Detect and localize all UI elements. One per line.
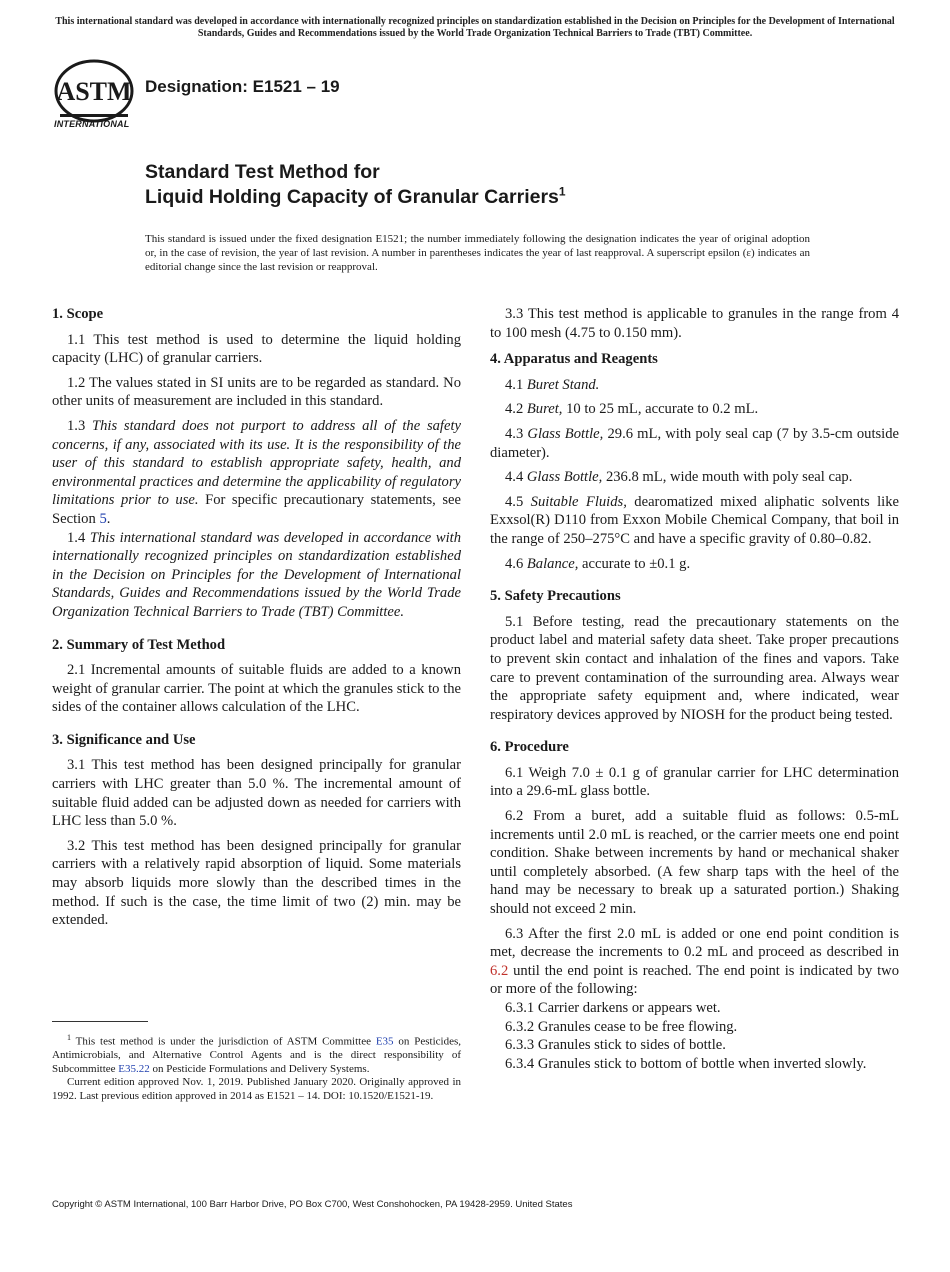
- designation: Designation: E1521 – 19: [145, 77, 340, 96]
- apparatus-item-term: Glass Bottle,: [526, 469, 603, 486]
- title-footnote-marker[interactable]: 1: [558, 184, 566, 199]
- paragraph-1-3-end: .: [106, 510, 111, 527]
- paragraph-1-4-italic: This international standard was developed in accordance with internationally recognized principles on standardization established in the Decision on Principles for the Development of International Standards, Guides and Recommendations issued by the World Trade Organization Technical Barriers to Trade (TBT) Committee.: [52, 529, 462, 620]
- footnote-1-start: This test method is under the jurisdiction of ASTM Committee: [71, 1035, 376, 1048]
- paragraph-1-2: 1.2 The values stated in SI units are to be regarded as standard. No other units of measurement are included in this standard.: [52, 374, 461, 410]
- wto-notice: This international standard was developed in accordance with internationally recognized principles on standardization established in the Decision on Principles for the Development of International Standards, Guides and Recommendations issued by the World Trade Organization Technical Barriers to Trade (TBT) Committee.: [55, 16, 895, 39]
- footnote-2: Current edition approved Nov. 1, 2019. Published January 2020. Originally approved in 1992. Last previous edition approved in 2014 as E1521 – 14. DOI: 10.1520/E1521-19.: [52, 1076, 461, 1103]
- section-heading-significance: 3. Significance and Use: [52, 731, 196, 748]
- title-line-2: [145, 185, 566, 210]
- section-5-link[interactable]: 5: [99, 510, 107, 527]
- apparatus-item-term: Balance,: [526, 555, 579, 572]
- apparatus-item: [490, 400, 899, 419]
- apparatus-item-text: 29.6 mL, with poly seal cap (7 by 3.5-cm outside diameter).: [490, 425, 900, 461]
- apparatus-item-number: 4.5: [505, 493, 531, 510]
- subcommittee-e35-22-link[interactable]: E35.22: [118, 1062, 150, 1075]
- paragraph-1-3-italic: This standard does not purport to address all of the safety concerns, if any, associated with its use. It is the responsibility of the user of this standard to establish appropriate safety, health, and environmental practices and determine the applicability of regulatory limitations prior to use.: [52, 417, 461, 509]
- footnote-1: [52, 1031, 461, 1076]
- apparatus-item-text: dearomatized mixed aliphatic solvents like Exxsol(R) D110 from Exxon Mobile Chemical Company, that boil in the range of 250–275°C and have a specific gravity of 0.80–0.82.: [490, 493, 899, 547]
- apparatus-item: [490, 468, 899, 487]
- apparatus-item-term: Buret,: [526, 401, 563, 418]
- section-heading-apparatus: 4. Apparatus and Reagents: [490, 351, 658, 368]
- section-heading-procedure: 6. Procedure: [490, 739, 569, 756]
- paragraph-6-3: [490, 925, 899, 999]
- section-heading-scope: 1. Scope: [52, 306, 104, 322]
- paragraph-5-1: 5.1 Before testing, read the precautionary statements on the product label and material safety data sheet. Take proper precautions to prevent skin contact and inhalation of the fines and vapors. Take care to prevent contamination of the surrounding area. Always wear the appropriate safety equipment and, where indicated, wear respiratory devices approved by NIOSH for the product being tested.: [490, 613, 899, 723]
- apparatus-item-number: 4.1: [505, 376, 527, 393]
- list-item: 6.3.4 Granules stick to bottom of bottle when inverted slowly.: [505, 1055, 867, 1072]
- paragraph-1-3: [52, 417, 461, 529]
- paragraph-3-1: 3.1 This test method has been designed principally for granular carriers with LHC greater than 5.0 %. The incremental amount of suitable fluid added can be adjusted down as needed for carriers with LHC less than 5.0 %.: [52, 757, 461, 830]
- apparatus-item: [490, 425, 899, 462]
- list-item: 6.3.2 Granules cease to be free flowing.: [505, 1018, 738, 1035]
- section-heading-summary: 2. Summary of Test Method: [52, 636, 226, 653]
- paragraph-3-3: 3.3 This test method is applicable to granules in the range from 4 to 100 mesh (4.75 to 0.150 mm).: [490, 306, 899, 341]
- apparatus-item-number: 4.2: [505, 401, 527, 418]
- apparatus-item-text: accurate to ±0.1 g.: [578, 555, 691, 572]
- copyright-line: Copyright © ASTM International, 100 Barr Harbor Drive, PO Box C700, West Conshohocken, PA 19428-2959. United States: [52, 1199, 573, 1210]
- paragraph-3-2: 3.2 This test method has been designed principally for granular carriers with a relatively rapid absorption of liquid. Some materials may absorb liquids more slowly than the described times in the method. If such is the case, the time limit of two (2) min. may be extended.: [52, 837, 461, 929]
- paragraph-1-4-number: 1.4: [67, 529, 90, 546]
- apparatus-item-term: Suitable Fluids,: [530, 493, 627, 510]
- apparatus-item-text: 10 to 25 mL, accurate to 0.2 mL.: [562, 401, 759, 418]
- paragraph-2-1: 2.1 Incremental amounts of suitable fluids are added to a known weight of granular carrier. The point at which the granules stick to the sides of the container allows calculation of the LHC.: [52, 662, 461, 716]
- footnotes: [52, 1031, 461, 1104]
- paragraph-1-3-tail: For specific precautionary statements, see Section: [52, 492, 461, 527]
- apparatus-item: [490, 493, 899, 549]
- section-6-2-link[interactable]: 6.2: [490, 962, 509, 979]
- paragraph-6-2: 6.2 From a buret, add a suitable fluid as follows: 0.5-mL increments until 2.0 mL is reached, or the carrier meets one end point condition. Shake between increments by hand or mechanical shaker until completely absorbed. (A few sharp taps with the heel of the hand may be necessary to break up a saturated portion.) Shaking should not exceed 2 min.: [490, 808, 899, 918]
- document-title: [145, 160, 566, 210]
- paragraph-1-3-number: 1.3: [67, 417, 93, 434]
- paragraph-6-3-start: 6.3 After the first 2.0 mL is added or one end point condition is met, decrease the increments to 0.2 mL and proceed as described in: [490, 925, 899, 961]
- footnote-1-marker: 1: [67, 1033, 71, 1042]
- committee-e35-link[interactable]: E35: [375, 1035, 394, 1048]
- logo-wordmark: INTERNATIONAL: [54, 119, 130, 129]
- title-line-1: Standard Test Method for: [145, 161, 380, 183]
- footnote-divider: [52, 1021, 148, 1022]
- astm-logo-mark: ASTM: [56, 77, 132, 106]
- footnote-1-end: on Pesticide Formulations and Delivery Systems.: [149, 1062, 370, 1075]
- footnote-1-mid: on Pesticides, Antimicrobials, and Alternative Control Agents and is the direct responsibility of Subcommittee: [52, 1035, 461, 1075]
- paragraph-1-1: 1.1 This test method is used to determine the liquid holding capacity (LHC) of granular carriers.: [52, 331, 461, 367]
- apparatus-item-term: Buret Stand.: [526, 376, 600, 393]
- paragraph-1-4: [52, 529, 461, 622]
- apparatus-item-number: 4.3: [505, 425, 528, 442]
- list-item: 6.3.3 Granules stick to sides of bottle.: [505, 1037, 726, 1054]
- right-column: [490, 305, 899, 1073]
- apparatus-item-text: 236.8 mL, wide mouth with poly seal cap.: [602, 469, 853, 486]
- apparatus-item-number: 4.6: [505, 555, 527, 572]
- apparatus-item-term: Glass Bottle,: [527, 425, 604, 442]
- apparatus-item: [490, 555, 899, 574]
- title-line-2-text: Liquid Holding Capacity of Granular Carriers: [145, 186, 559, 208]
- section-heading-safety: 5. Safety Precautions: [490, 588, 621, 605]
- paragraph-6-3-end: until the end point is reached. The end point is indicated by two or more of the following:: [490, 962, 899, 998]
- left-column: [52, 305, 461, 936]
- paragraph-6-1: 6.1 Weigh 7.0 ± 0.1 g of granular carrier for LHC determination into a 29.6-mL glass bottle.: [490, 764, 899, 800]
- apparatus-item-number: 4.4: [505, 469, 527, 486]
- apparatus-item: [490, 376, 899, 395]
- list-item: 6.3.1 Carrier darkens or appears wet.: [505, 1000, 721, 1016]
- issuance-statement: This standard is issued under the fixed designation E1521; the number immediately following the designation indicates the year of original adoption or, in the case of revision, the year of last revision. A number in parentheses indicates the year of last reapproval. A superscript epsilon (ε) indicates an editorial change since the last revision or reapproval.: [145, 233, 810, 274]
